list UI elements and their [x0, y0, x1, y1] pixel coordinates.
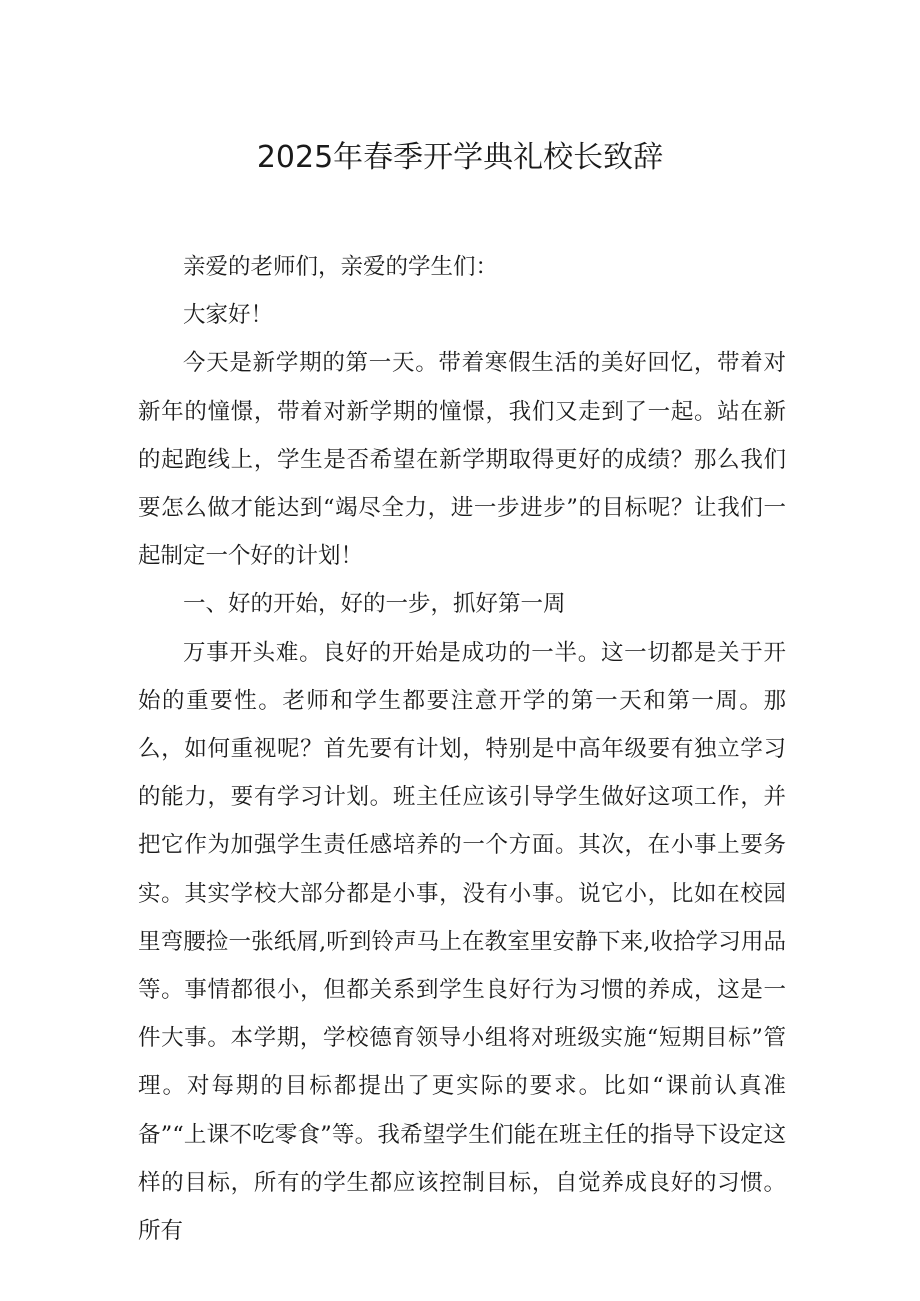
- intro-paragraph: 今天是新学期的第一天。带着寒假生活的美好回忆，带着对新年的憧憬，带着对新学期的憧憬，我们又走到了一起。站在新的起跑线上，学生是否希望在新学期取得更好的成绩？那么我们要怎么做才能达到“竭尽全力，进一步进步”的目标呢？让我们一起制定一个好的计划！: [138, 350, 786, 570]
- greeting-paragraph: 大家好！: [183, 302, 274, 329]
- section-heading-1: 一、好的开始，好的一步，抓好第一周: [183, 591, 566, 618]
- document-title: 2025年春季开学典礼校长致辞: [256, 140, 664, 175]
- section-1-paragraph: 万事开头难。良好的开始是成功的一半。这一切都是关于开始的重要性。老师和学生都要注意开学的第一天和第一周。那么，如何重视呢？首先要有计划，特别是中高年级要有独立学习的能力，要有学习计划。班主任应该引导学生做好这项工作，并把它作为加强学生责任感培养的一个方面。其次，在小事上要务实。其实学校大部分都是小事，没有小事。说它小，比如在校园里弯腰捡一张纸屑,听到铃声马上在教室里安静下来,收拾学习用品等。事情都很小，但都关系到学生良好行为习惯的养成，这是一件大事。本学期，学校德育领导小组将对班级实施“短期目标”管理。对每期的目标都提出了更实际的要求。比如“课前认真准备”“上课不吃零食”等。我希望学生们能在班主任的指导下设定这样的目标，所有的学生都应该控制目标，自觉养成良好的习惯。所有: [138, 639, 786, 1245]
- document-body: [138, 243, 786, 1255]
- salutation-paragraph: 亲爱的老师们，亲爱的学生们：: [183, 254, 499, 280]
